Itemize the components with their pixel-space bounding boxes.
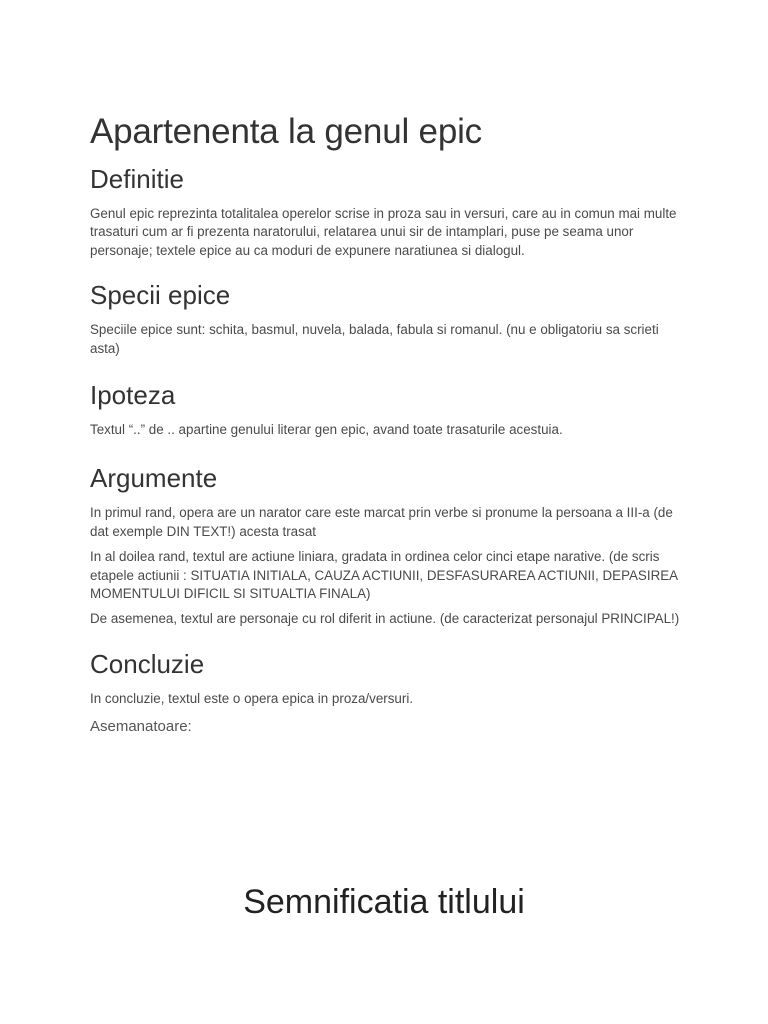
section-heading: Concluzie [90, 648, 205, 679]
paragraph: In primul rand, opera are un narator care este marcat prin verbe si pronume la persoana a III-a (de dat exemple DIN TEXT!) acesta trasat [90, 505, 673, 539]
section-heading: Argumente [90, 463, 218, 494]
paragraph: In al doilea rand, textul are actiune liniara, gradata in ordinea celor cinci etape narative. (de scris etapele actiunii : SITUATIA INITIALA, CAUZA ACTIUNII, DESFASURAREA ACTIUNII, DEPASIREA MOMENTULUI DIFICIL SI SITUALTIA FINALA) [90, 549, 678, 602]
paragraph: Genul epic reprezinta totalitalea operelor scrise in proza sau in versuri, care au in comun mai multe trasaturi cum ar fi prezenta naratorului, relatarea unui sir de intamplari, puse pe seama unor personaje; textele epice au ca moduri de expunere naratiunea si dialogul. [90, 206, 677, 258]
next-document-title[interactable]: Semnificatia titlului [243, 883, 525, 921]
section-argumente [90, 463, 680, 628]
section-specii-epice [90, 280, 680, 358]
section-heading: Ipoteza [90, 380, 176, 411]
section-definitie [90, 164, 680, 260]
section-ipoteza [90, 380, 680, 439]
section-heading: Definitie [90, 164, 184, 194]
paragraph: Textul “..” de .. apartine genului literar gen epic, avand toate trasaturile acestuia. [90, 422, 563, 438]
paragraph: De asemenea, textul are personaje cu rol diferit in actiune. (de caracterizat personajul PRINCIPAL!) [90, 611, 680, 627]
document-title: Apartenenta la genul epic [90, 112, 482, 151]
related-documents-label: Asemanatoare: [90, 718, 192, 736]
paragraph: Speciile epice sunt: schita, basmul, nuvela, balada, fabula si romanul. (nu e obligatoriu sa scrieti asta) [90, 322, 659, 356]
paragraph: In concluzie, textul este o opera epica in proza/versuri. [90, 690, 414, 706]
document-page [90, 112, 680, 761]
section-concluzie [90, 649, 680, 735]
section-heading: Specii epice [90, 280, 231, 311]
